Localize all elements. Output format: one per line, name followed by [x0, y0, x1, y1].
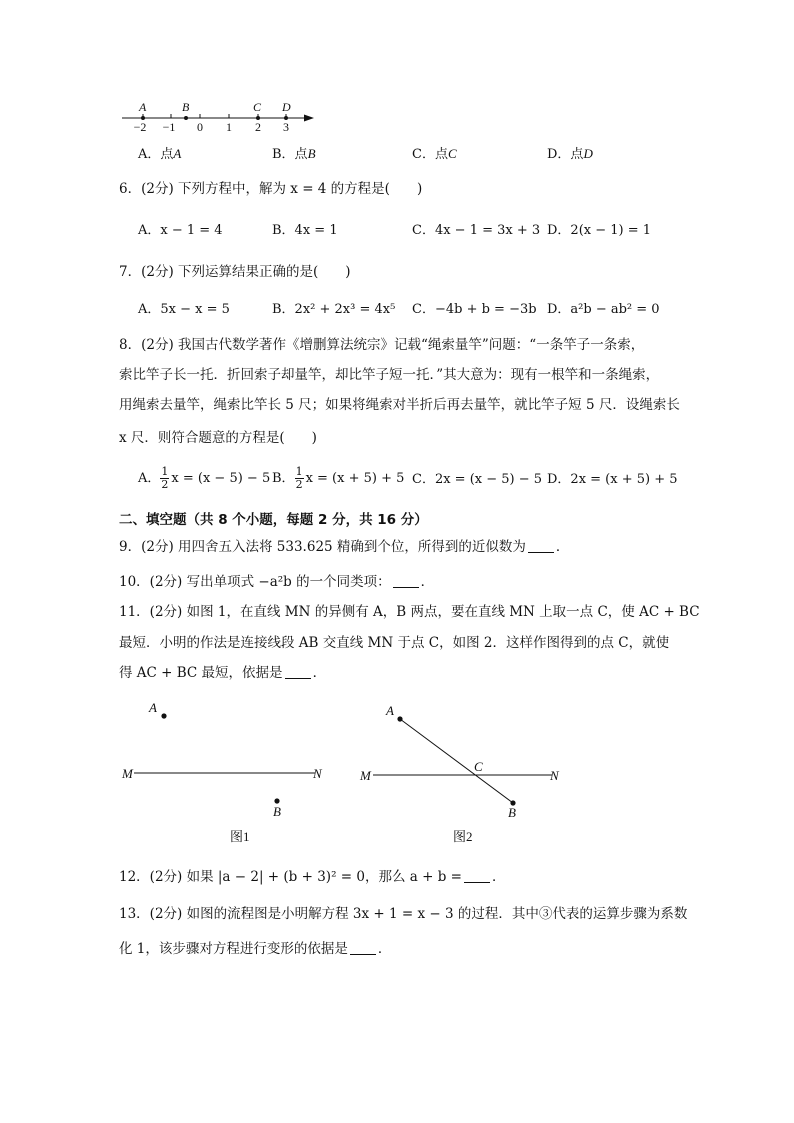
fig1-label-n: N — [313, 766, 322, 781]
fig2-label-a: A — [386, 703, 394, 718]
point-label-c: C — [253, 100, 262, 114]
point-label-b: B — [182, 100, 190, 114]
fig2-caption: 图2 — [453, 829, 473, 844]
fig2-label-n: N — [550, 768, 559, 783]
q11-line-1: 11．(2分) 如图 1，在直线 MN 的异侧有 A，B 两点，要在直线 MN 上取一点 C，使 AC + BC — [119, 604, 700, 620]
q8-option-b[interactable]: B． $\frac{1}{2}$ x = (x + 5) + 5 — [272, 465, 405, 491]
q11-line-2: 最短．小明的作法是连接线段 AB 交直线 MN 于点 C，如图 2．这样作图得到的点 C，就使 — [119, 635, 670, 651]
q8-option-a[interactable]: A． $\frac{1}{2}$ x = (x − 5) − 5 — [138, 465, 271, 491]
answer-blank[interactable] — [285, 666, 311, 679]
q6-option-a[interactable]: A．x − 1 = 4 — [138, 223, 223, 238]
tick-label: 3 — [283, 120, 289, 134]
answer-blank[interactable] — [464, 870, 490, 883]
point-label-a: A — [139, 100, 147, 114]
q6-option-d[interactable]: D．2(x − 1) = 1 — [547, 223, 652, 238]
fig1-label-m: M — [122, 766, 133, 781]
q8-option-d[interactable]: D．2x = (x + 5) + 5 — [547, 472, 678, 487]
q5-option-a[interactable]: A．点A — [138, 146, 182, 162]
fraction: $\frac{1}{2}$ — [161, 465, 169, 491]
point-label-d: D — [282, 100, 291, 114]
q7-option-b[interactable]: B．2x² + 2x³ = 4x⁵ — [272, 302, 396, 317]
tick-label: 0 — [197, 120, 203, 134]
tick-label: −1 — [162, 120, 176, 134]
fraction: $\frac{1}{2}$ — [295, 465, 303, 491]
q8-line-1: 8．(2分) 我国古代数学著作《增删算法统宗》记载“绳索量竿”问题：“一条竿子一条索， — [119, 337, 645, 353]
section-heading: 二、填空题（共 8 个小题，每题 2 分，共 16 分） — [119, 512, 428, 528]
q11-line-3: 得 AC + BC 最短，依据是 ． — [119, 665, 327, 681]
q7-option-a[interactable]: A．5x − x = 5 — [138, 302, 230, 317]
q8-line-3: 用绳索去量竿，绳索比竿长 5 尺；如果将绳索对半折后再去量竿，就比竿子短 5 尺．设绳索长 — [119, 397, 680, 413]
figure-2 — [355, 695, 575, 850]
q8-line-4: x 尺．则符合题意的方程是( ) — [119, 430, 317, 446]
q5-option-b[interactable]: B．点B — [272, 146, 316, 162]
q8-line-2: 索比竿子长一托．折回索子却量竿，却比竿子短一托．”其大意为：现有一根竿和一条绳索， — [119, 367, 660, 383]
tick-label: 1 — [226, 120, 232, 134]
fig1-label-b: B — [273, 804, 281, 819]
q6-option-c[interactable]: C．4x − 1 = 3x + 3 — [412, 223, 541, 238]
fig1-label-a: A — [149, 700, 157, 715]
figure-1 — [118, 695, 338, 850]
number-line — [118, 98, 318, 138]
q13-line-2: 化 1，该步骤对方程进行变形的依据是 ． — [119, 941, 392, 957]
answer-blank[interactable] — [528, 540, 554, 553]
tick-label: 2 — [255, 120, 261, 134]
q7-option-d[interactable]: D．a²b − ab² = 0 — [547, 302, 660, 317]
q10: 10．(2分) 写出单项式 −a²b 的一个同类项： ． — [119, 574, 435, 590]
q6-option-b[interactable]: B．4x = 1 — [272, 223, 338, 238]
q8-option-c[interactable]: C．2x = (x − 5) − 5 — [412, 472, 543, 487]
q7-option-c[interactable]: C．−4b + b = −3b — [412, 302, 537, 317]
fig2-label-m: M — [360, 768, 371, 783]
q5-option-d[interactable]: D．点D — [547, 146, 593, 162]
fig2-label-c: C — [474, 759, 483, 774]
q7-stem: 7．(2分) 下列运算结果正确的是( ) — [119, 264, 351, 280]
q5-option-c[interactable]: C．点C — [412, 146, 457, 162]
fig1-caption: 图1 — [230, 829, 250, 844]
q12: 12．(2分) 如果 |a − 2| + (b + 3)² = 0，那么 a + b = ． — [119, 869, 506, 885]
q9: 9．(2分) 用四舍五入法将 533.625 精确到个位，所得到的近似数为 ． — [119, 539, 570, 555]
q6-stem: 6．(2分) 下列方程中，解为 x = 4 的方程是( ) — [119, 181, 423, 197]
fig2-label-b: B — [508, 805, 516, 820]
q13-line-1: 13．(2分) 如图的流程图是小明解方程 3x + 1 = x − 3 的过程．其中③代表的运算步骤为系数 — [119, 906, 688, 922]
answer-blank[interactable] — [350, 942, 376, 955]
answer-blank[interactable] — [393, 575, 419, 588]
tick-label: −2 — [133, 120, 147, 134]
